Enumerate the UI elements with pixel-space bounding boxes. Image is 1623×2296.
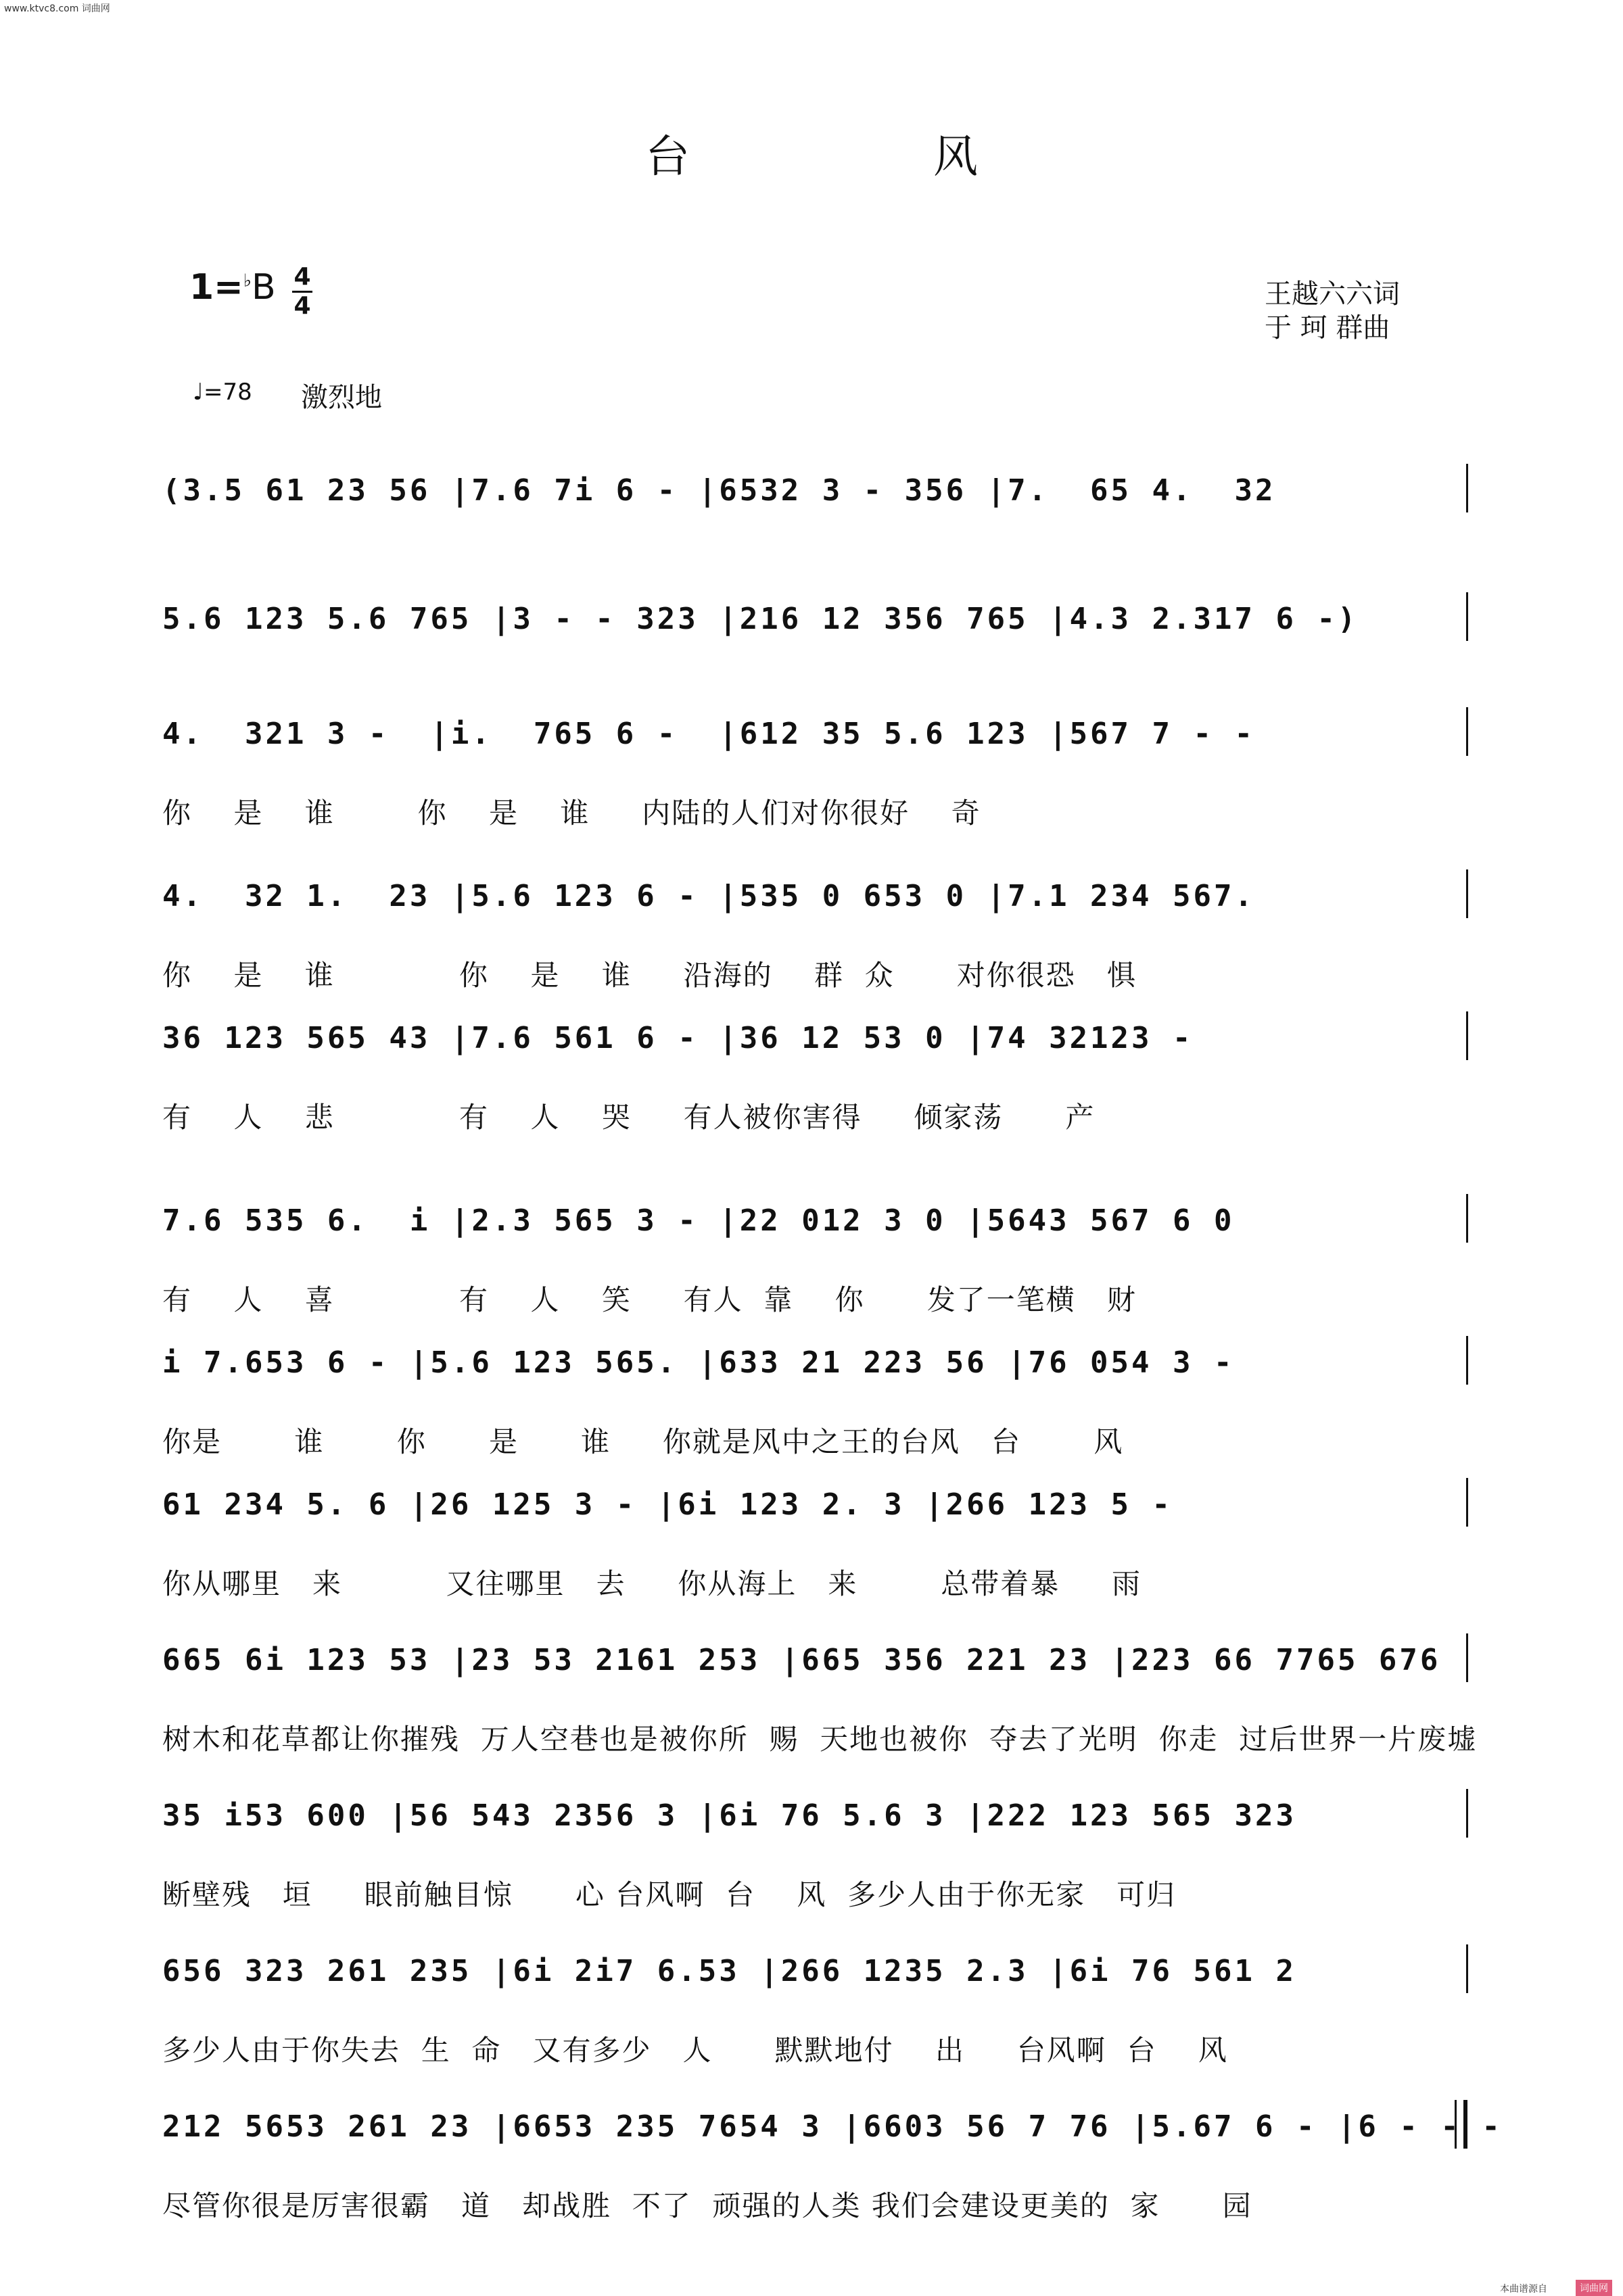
lyrics-line: 有 人 喜 有 人 笑 有人 靠 你 发了一笔横 财 <box>162 1283 1137 1316</box>
notes-line: 61 234 5. 6 |26 125 3 - |6i 123 2. 3 |266 123 5 - <box>162 1487 1173 1522</box>
notes-line: 5.6 123 5.6 765 |3 - - 323 |216 12 356 765 |4.3 2.317 6 -) <box>162 602 1359 636</box>
time-signature <box>292 265 312 318</box>
footer-source: 本曲谱源自 <box>1500 2284 1547 2295</box>
key-signature <box>189 267 276 308</box>
notes-line: i 7.653 6 - |5.6 123 565. |633 21 223 56 |76 054 3 - <box>162 1345 1235 1380</box>
notes-line: 212 5653 261 23 |6653 235 7654 3 |6603 56 7 76 |5.67 6 - |6 - - - <box>162 2109 1503 2144</box>
notes-line: 36 123 565 43 |7.6 561 6 - |36 12 53 0 |74 32123 - <box>162 1021 1194 1055</box>
title-char-1: 台 <box>645 130 690 183</box>
barline <box>1466 1789 1468 1838</box>
barline <box>1466 1478 1468 1527</box>
lyrics-line: 断壁残 垣 眼前触目惊 心 台风啊 台 风 多少人由于你无家 可归 <box>162 1878 1177 1911</box>
site-watermark: www.ktvc8.com 词曲网 <box>4 3 110 14</box>
page-title <box>0 120 1623 185</box>
credits <box>1265 277 1400 345</box>
tempo-marking: ♩=78 <box>193 379 252 406</box>
notes-line: 7.6 535 6. i |2.3 565 3 - |22 012 3 0 |5643 567 6 0 <box>162 1203 1235 1238</box>
lyrics-line: 你是 谁 你 是 谁 你就是风中之王的台风 台 风 <box>162 1425 1124 1458</box>
footer-logo: 词曲网 <box>1576 2280 1612 2296</box>
composer: 于 珂 群曲 <box>1265 312 1390 343</box>
lyrics-line: 树木和花草都让你摧残 万人空巷也是被你所 赐 天地也被你 夺去了光明 你走 过后世界一片废墟 <box>162 1723 1478 1756</box>
lyricist: 王越六六词 <box>1265 279 1400 310</box>
barline <box>1466 592 1468 641</box>
title-char-2: 风 <box>933 130 978 183</box>
barline <box>1466 1633 1468 1682</box>
notes-line: 665 6i 123 53 |23 53 2161 253 |665 356 221 23 |223 66 7765 676 <box>162 1643 1441 1677</box>
barline <box>1466 1944 1468 1993</box>
key-note: B <box>252 267 276 308</box>
notes-line: 656 323 261 235 |6i 2i7 6.53 |266 1235 2.3 |6i 76 561 2 <box>162 1954 1296 1988</box>
lyrics-line: 你 是 谁 你 是 谁 沿海的 群 众 对你很恐 惧 <box>162 959 1137 992</box>
lyrics-line: 多少人由于你失去 生 命 又有多少 人 默默地付 出 台风啊 台 风 <box>162 2034 1228 2067</box>
barline <box>1466 464 1468 512</box>
lyrics-line: 有 人 悲 有 人 哭 有人被你害得 倾家荡 产 <box>162 1101 1096 1134</box>
key-prefix: 1= <box>189 267 243 308</box>
barline <box>1466 1011 1468 1060</box>
notes-line: 4. 32 1. 23 |5.6 123 6 - |535 0 653 0 |7.1 234 567. <box>162 879 1255 913</box>
notes-line: (3.5 61 23 56 |7.6 7i 6 - |6532 3 - 356 |7. 65 4. 32 <box>162 473 1276 508</box>
lyrics-line: 你 是 谁 你 是 谁 内陆的人们对你很好 奇 <box>162 796 981 830</box>
mood-marking: 激烈地 <box>301 382 382 413</box>
lyrics-line: 尽管你很是厉害很霸 道 却战胜 不了 顽强的人类 我们会建设更美的 家 园 <box>162 2189 1252 2222</box>
barline <box>1466 869 1468 918</box>
notes-line: 35 i53 600 |56 543 2356 3 |6i 76 5.6 3 |222 123 565 323 <box>162 1798 1296 1833</box>
barline <box>1466 1194 1468 1243</box>
time-top: 4 <box>293 263 311 291</box>
barline <box>1466 1336 1468 1385</box>
flat-sign: ♭ <box>243 270 252 291</box>
lyrics-line: 你从哪里 来 又往哪里 去 你从海上 来 总带着暴 雨 <box>162 1567 1142 1600</box>
notes-line: 4. 321 3 - |i. 765 6 - |612 35 5.6 123 |567 7 - - <box>162 717 1255 751</box>
barline <box>1466 707 1468 756</box>
final-barline <box>1455 2100 1467 2149</box>
time-bottom: 4 <box>293 292 311 320</box>
